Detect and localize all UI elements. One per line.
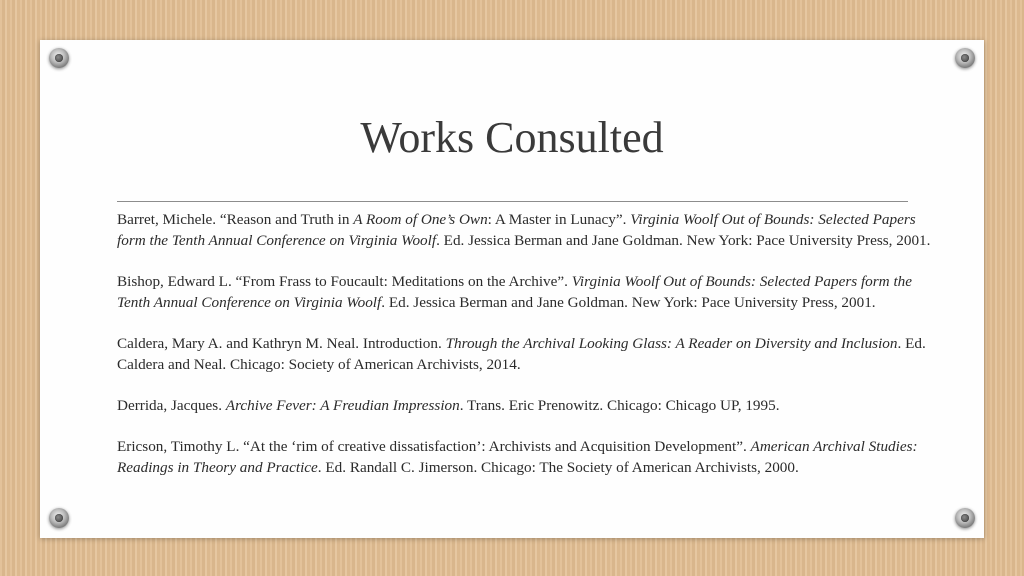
reference-text: Caldera, Mary A. and Kathryn M. Neal. Introduction. [117,335,446,352]
reference-title: A Room of One’s Own [353,211,488,228]
reference-title: Virginia Woolf Out of Bounds: Selected Papers form the Tenth Annual Conference on Virginia Woolf [117,211,916,249]
reference-title: Archive Fever: A Freudian Impression [225,397,460,414]
reference-text: . Ed. Jessica Berman and Jane Goldman. New York: Pace University Press, 2001. [436,232,931,249]
reference-text: Bishop, Edward L. “From Frass to Foucault: Meditations on the Archive”. [117,273,572,290]
pin-bottom-left-icon [49,508,69,528]
pin-bottom-right-icon [955,508,975,528]
reference-item [117,333,937,375]
reference-text: . Ed. Caldera and Neal. Chicago: Society of American Archivists, 2014. [117,335,926,373]
pin-top-right-icon [955,48,975,68]
reference-title: American Archival Studies: Readings in Theory and Practice [117,438,918,476]
reference-text: . Ed. Randall C. Jimerson. Chicago: The Society of American Archivists, 2000. [317,459,799,476]
reference-title: Through the Archival Looking Glass: A Reader on Diversity and Inclusion [445,335,898,352]
reference-item [117,209,937,251]
references-list [117,209,937,498]
reference-title: Virginia Woolf Out of Bounds: Selected Papers form the Tenth Annual Conference on Virginia Woolf [117,273,913,311]
pin-top-left-icon [49,48,69,68]
reference-item [117,436,937,478]
reference-item [117,395,937,416]
reference-text: Barret, Michele. “Reason and Truth in [117,211,354,228]
reference-text: Ericson, Timothy L. “At the ‘rim of creative dissatisfaction’: Archivists and Acquisition Development”. [117,438,751,455]
reference-text: Derrida, Jacques. [117,397,226,414]
reference-text: . Ed. Jessica Berman and Jane Goldman. New York: Pace University Press, 2001. [381,294,876,311]
page-title: Works Consulted [360,113,664,162]
title-divider [117,201,908,202]
reference-item [117,271,937,313]
reference-text: . Trans. Eric Prenowitz. Chicago: Chicago UP, 1995. [459,397,780,414]
reference-text: : A Master in Lunacy”. [487,211,631,228]
